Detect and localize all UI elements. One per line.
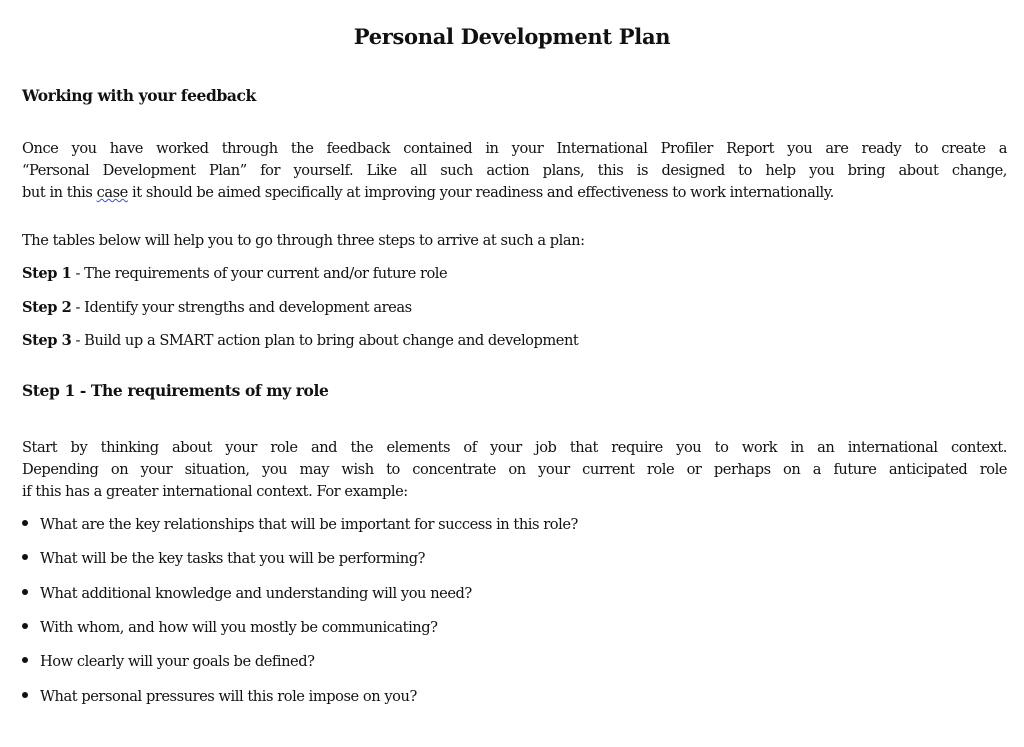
step-2-item [22,297,412,319]
list-item [22,516,578,533]
bullet-icon [22,657,28,663]
paragraph-line [22,182,1007,204]
step-3-item [22,330,578,352]
section-heading-requirements: Step 1 - The requirements of my role [22,381,329,400]
feedback-paragraph [22,138,1007,204]
section-heading-feedback: Working with your feedback [22,86,256,105]
list-item [22,619,438,636]
bullet-icon [22,623,28,629]
steps-intro: The tables below will help you to go through three steps to arrive at such a plan: [22,232,585,249]
list-item [22,688,417,705]
paragraph-text: it should be aimed specifically at improving your readiness and effectiveness to work internationally. [127,184,834,201]
paragraph-line: Start by thinking about your role and the elements of your job that require you to work in an international context. [22,439,1007,456]
step-text: - The requirements of your current and/or future role [71,265,448,282]
spellcheck-underlined-word[interactable]: case [96,184,128,201]
list-item-text: How clearly will your goals be defined? [40,653,315,670]
document-title: Personal Development Plan [353,24,671,49]
bullet-icon [22,554,28,560]
list-item-text: What personal pressures will this role impose on you? [40,688,417,705]
step-label: Step 3 [22,332,72,349]
requirements-paragraph [22,437,1007,503]
step-1-item [22,263,447,285]
list-item-text: What are the key relationships that will be important for success in this role? [40,516,578,533]
step-label: Step 2 [22,299,72,316]
paragraph-line: Depending on your situation, you may wish to concentrate on your current role or perhaps on a future anticipated role [22,461,1007,478]
list-item-text: What additional knowledge and understanding will you need? [40,585,472,602]
list-item [22,585,472,602]
list-item-text: What will be the key tasks that you will be performing? [40,550,426,567]
list-item [22,653,314,670]
bullet-icon [22,589,28,595]
bullet-icon [22,520,28,526]
step-text: - Build up a SMART action plan to bring about change and development [71,332,579,349]
step-label: Step 1 [22,265,72,282]
list-item-text: With whom, and how will you mostly be communicating? [40,619,438,636]
paragraph-line: if this has a greater international context. For example: [22,483,408,500]
paragraph-line: “Personal Development Plan” for yourself. Like all such action plans, this is designed to help you bring about change, [22,162,1007,179]
list-item [22,550,425,567]
paragraph-text: but in this [22,184,97,201]
step-text: - Identify your strengths and development areas [71,299,412,316]
bullet-icon [22,692,28,698]
paragraph-line: Once you have worked through the feedback contained in your International Profiler Report you are ready to create a [22,140,1007,157]
